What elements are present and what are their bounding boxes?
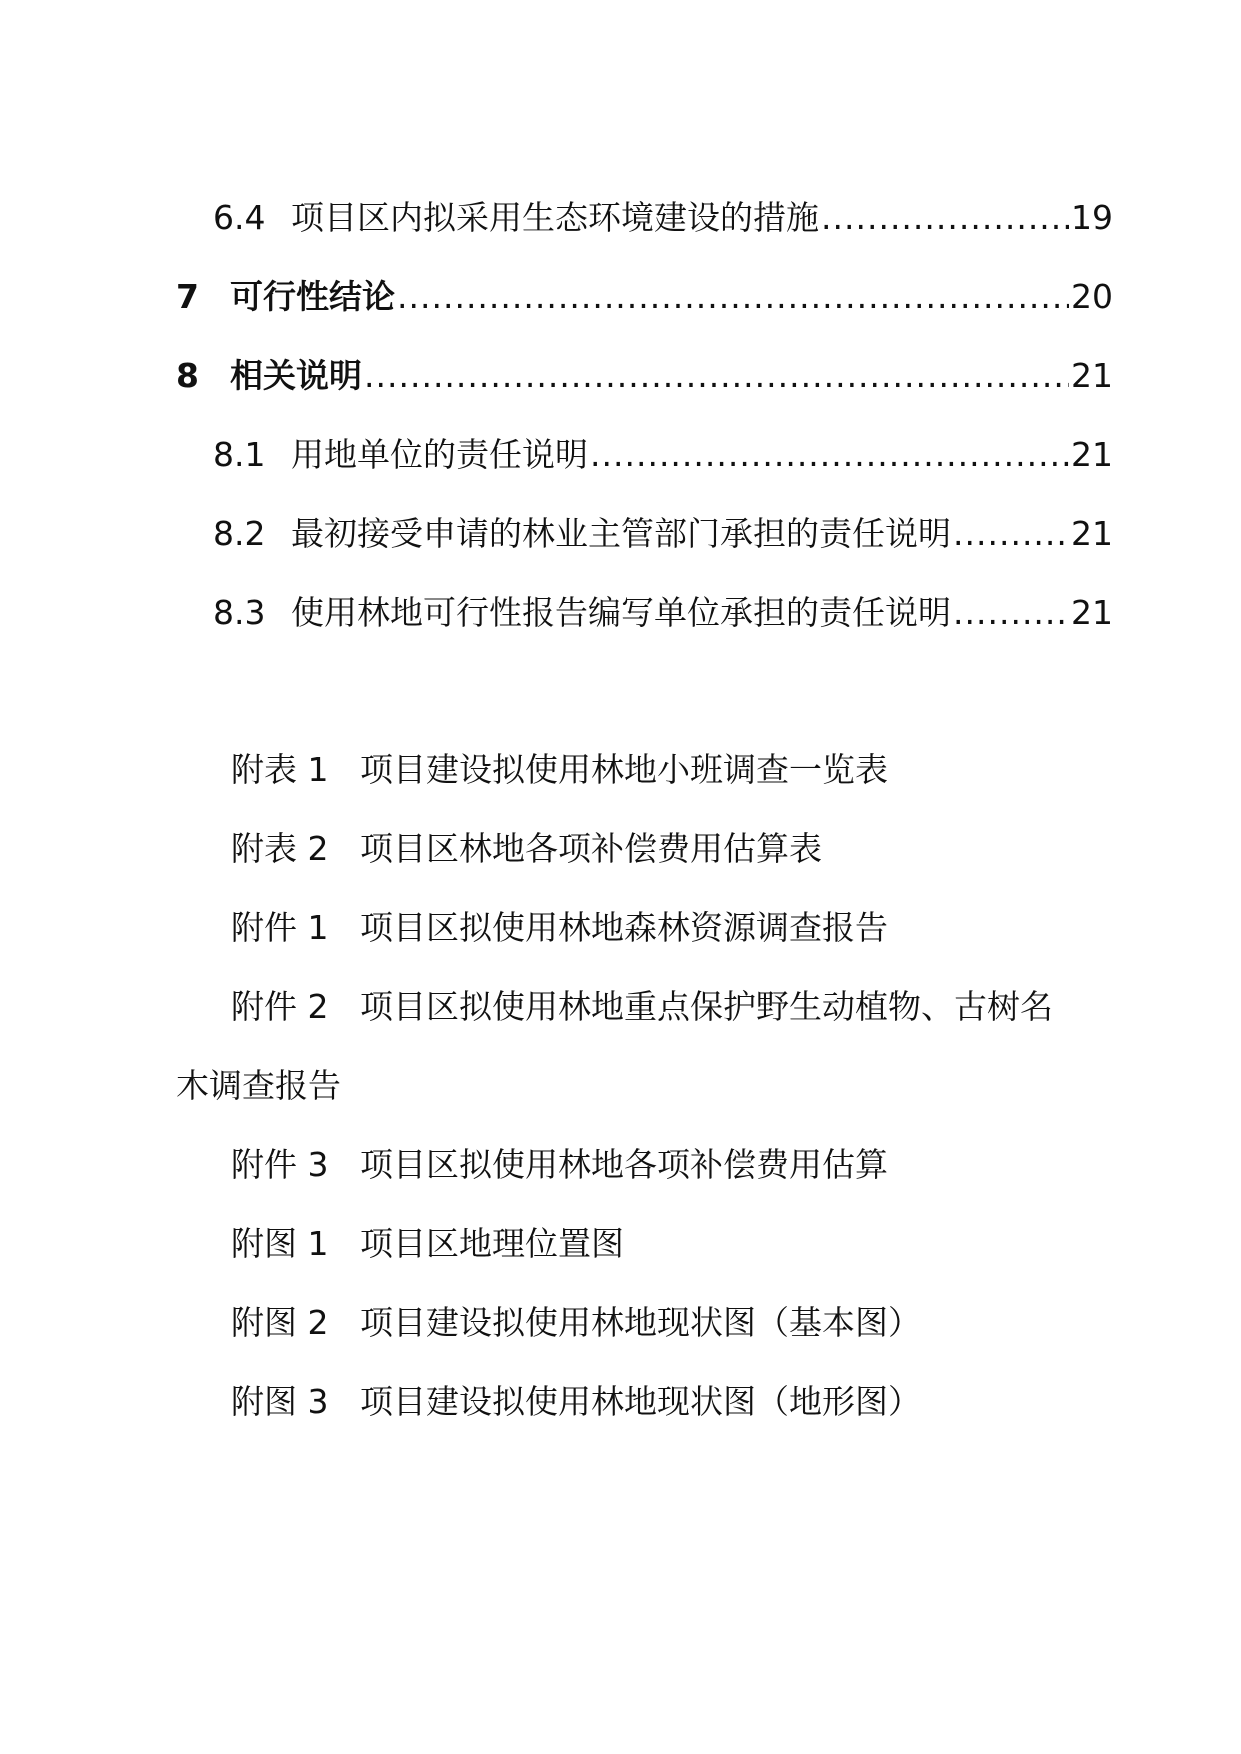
toc-entry-6-4[interactable] <box>213 196 1113 240</box>
toc-number: 6.4 <box>213 198 266 237</box>
appendix-item <box>231 748 888 792</box>
toc-entry-8-1[interactable] <box>213 433 1113 477</box>
appendix-label: 附表 2 <box>231 829 329 868</box>
toc-number: 8.2 <box>213 514 266 553</box>
toc-page-number: 20 <box>1071 277 1113 316</box>
toc-title: 可行性结论 <box>230 277 395 316</box>
appendix-item <box>231 827 822 871</box>
appendix-label: 附件 2 <box>231 987 329 1026</box>
toc-leader-dots <box>397 275 1069 319</box>
appendix-label: 附件 1 <box>231 908 329 947</box>
toc-title: 最初接受申请的林业主管部门承担的责任说明 <box>291 514 951 553</box>
toc-title: 项目区内拟采用生态环境建设的措施 <box>291 198 819 237</box>
toc-entry-8[interactable] <box>176 354 1113 398</box>
appendix-title: 项目区地理位置图 <box>360 1224 624 1263</box>
toc-page-number: 19 <box>1071 198 1113 237</box>
toc-leader-dots <box>364 354 1069 398</box>
appendix-item <box>231 906 888 950</box>
toc-leader-dots <box>953 512 1069 556</box>
appendix-title: 项目区拟使用林地森林资源调查报告 <box>360 908 888 947</box>
toc-title: 使用林地可行性报告编写单位承担的责任说明 <box>291 593 951 632</box>
appendix-label: 附图 3 <box>231 1382 329 1421</box>
appendix-label: 附图 1 <box>231 1224 329 1263</box>
appendix-label: 附图 2 <box>231 1303 329 1342</box>
appendix-title: 项目建设拟使用林地小班调查一览表 <box>360 750 888 789</box>
toc-entry-8-2[interactable] <box>213 512 1113 556</box>
toc-page-number: 21 <box>1071 514 1113 553</box>
toc-title: 相关说明 <box>230 356 362 395</box>
appendix-title: 项目建设拟使用林地现状图（基本图） <box>360 1303 921 1342</box>
appendix-item <box>231 1143 888 1187</box>
toc-leader-dots <box>821 196 1069 240</box>
toc-number: 8 <box>176 356 199 395</box>
toc-leader-dots <box>953 591 1069 635</box>
toc-number: 8.3 <box>213 593 266 632</box>
toc-leader-dots <box>590 433 1069 477</box>
appendix-title: 项目区林地各项补偿费用估算表 <box>360 829 822 868</box>
toc-title: 用地单位的责任说明 <box>291 435 588 474</box>
toc-number: 7 <box>176 277 199 316</box>
toc-number: 8.1 <box>213 435 266 474</box>
appendix-title: 项目区拟使用林地各项补偿费用估算 <box>360 1145 888 1184</box>
appendix-item <box>231 985 1053 1029</box>
appendix-title-continuation: 木调查报告 <box>176 1066 341 1105</box>
appendix-item <box>231 1222 624 1266</box>
toc-entry-8-3[interactable] <box>213 591 1113 635</box>
toc-entry-7[interactable] <box>176 275 1113 319</box>
appendix-title: 项目建设拟使用林地现状图（地形图） <box>360 1382 921 1421</box>
appendix-label: 附表 1 <box>231 750 329 789</box>
toc-page-number: 21 <box>1071 435 1113 474</box>
appendix-item <box>231 1380 921 1424</box>
appendix-label: 附件 3 <box>231 1145 329 1184</box>
appendix-title: 项目区拟使用林地重点保护野生动植物、古树名 <box>360 987 1053 1026</box>
toc-page-number: 21 <box>1071 593 1113 632</box>
appendix-item <box>231 1301 921 1345</box>
toc-page-number: 21 <box>1071 356 1113 395</box>
